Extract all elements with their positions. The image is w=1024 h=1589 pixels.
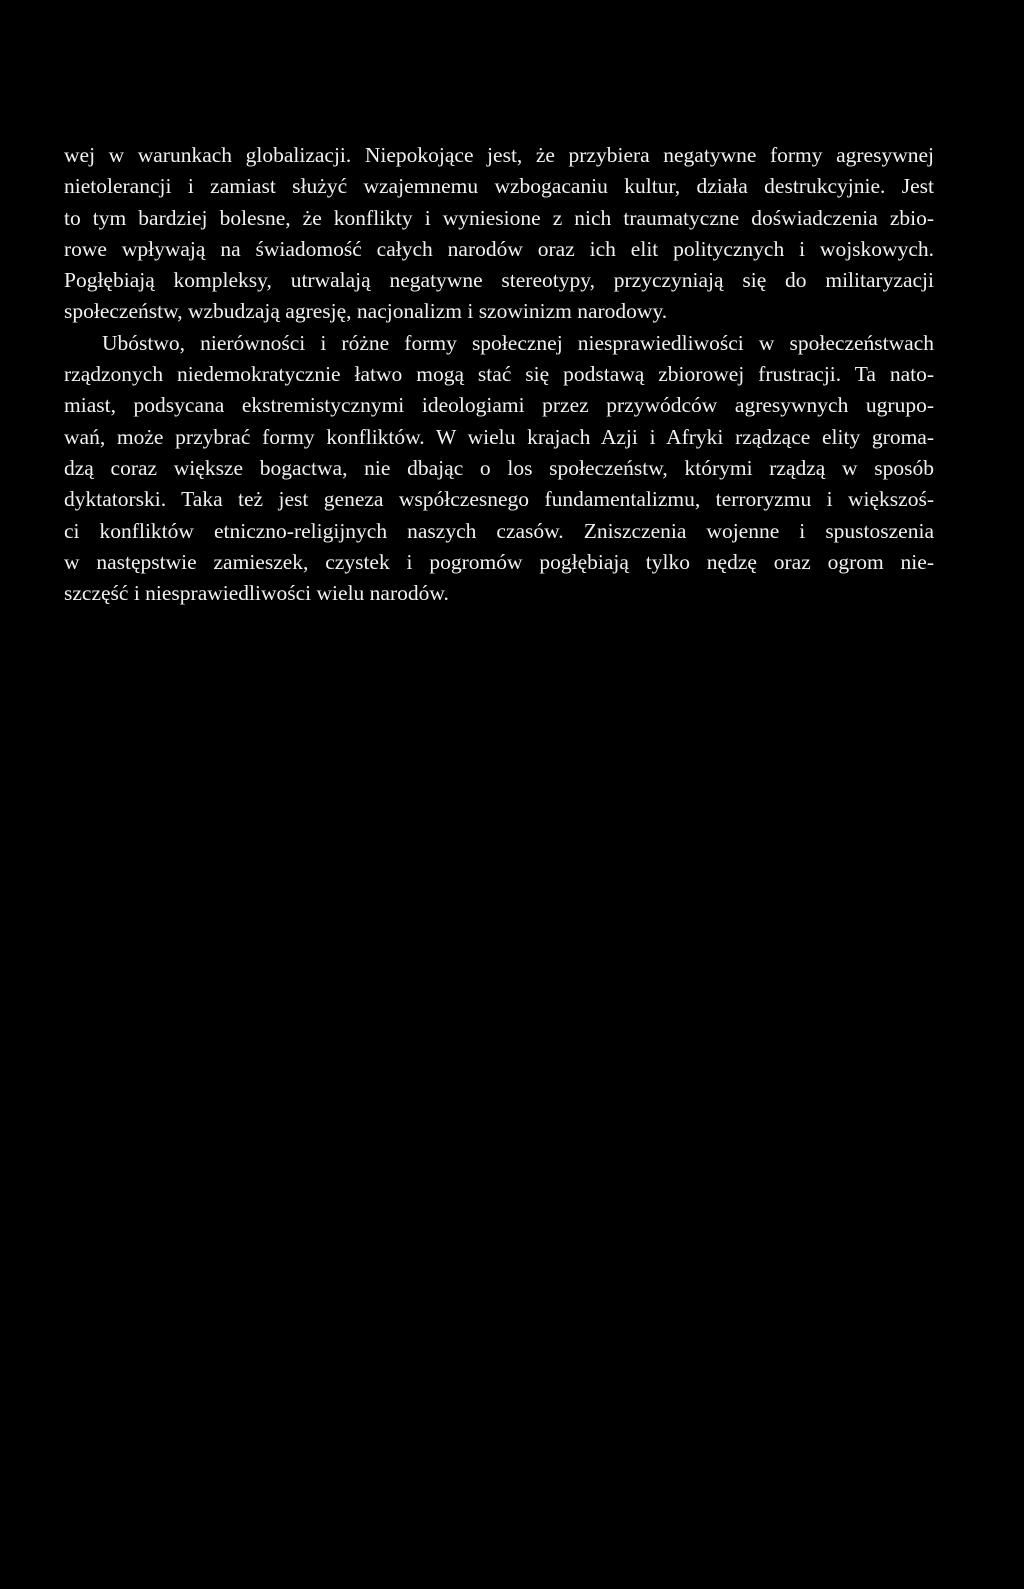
text-line: rowe wpływają na świadomość całych narodów oraz ich elit politycznych i wojskowych. (64, 236, 934, 261)
text-line: dyktatorski. Taka też jest geneza współczesnego fundamentalizmu, terroryzmu i większoś- (64, 487, 934, 512)
text-line: ci konfliktów etniczno-religijnych naszych czasów. Zniszczenia wojenne i spustoszenia (64, 518, 934, 543)
text-line: Pogłębiają kompleksy, utrwalają negatywne stereotypy, przyczyniają się do militaryzacji (64, 268, 934, 293)
text-line: dzą coraz większe bogactwa, nie dbając o los społeczeństw, którymi rządzą w sposób (64, 455, 934, 480)
text-line: szczęść i niesprawiedliwości wielu narodów. (64, 581, 449, 606)
text-line: rządzonych niedemokratycznie łatwo mogą stać się podstawą zbiorowej frustracji. Ta nato- (64, 362, 934, 387)
text-line: wań, może przybrać formy konfliktów. W wielu krajach Azji i Afryki rządzące elity groma- (64, 424, 934, 449)
text-line: Ubóstwo, nierówności i różne formy społecznej niesprawiedliwości w społeczeństwach (102, 330, 934, 355)
text-line: społeczeństw, wzbudzają agresję, nacjonalizm i szowinizm narodowy. (64, 299, 668, 324)
text-line: w następstwie zamieszek, czystek i pogromów pogłębiają tylko nędzę oraz ogrom nie- (64, 549, 934, 574)
text-line: wej w warunkach globalizacji. Niepokojące jest, że przybiera negatywne formy agresywnej (64, 143, 934, 167)
paragraph-1 (64, 140, 934, 328)
paragraph-2 (64, 328, 934, 610)
text-line: to tym bardziej bolesne, że konflikty i wyniesione z nich traumatyczne doświadczenia zbio- (64, 205, 934, 230)
text-line: miast, podsycana ekstremistycznymi ideologiami przez przywódców agresywnych ugrupo- (64, 393, 934, 418)
text-line: nietolerancji i zamiast służyć wzajemnemu wzbogacaniu kultur, działa destrukcyjnie. Jest (64, 174, 934, 199)
document-page (64, 140, 934, 609)
